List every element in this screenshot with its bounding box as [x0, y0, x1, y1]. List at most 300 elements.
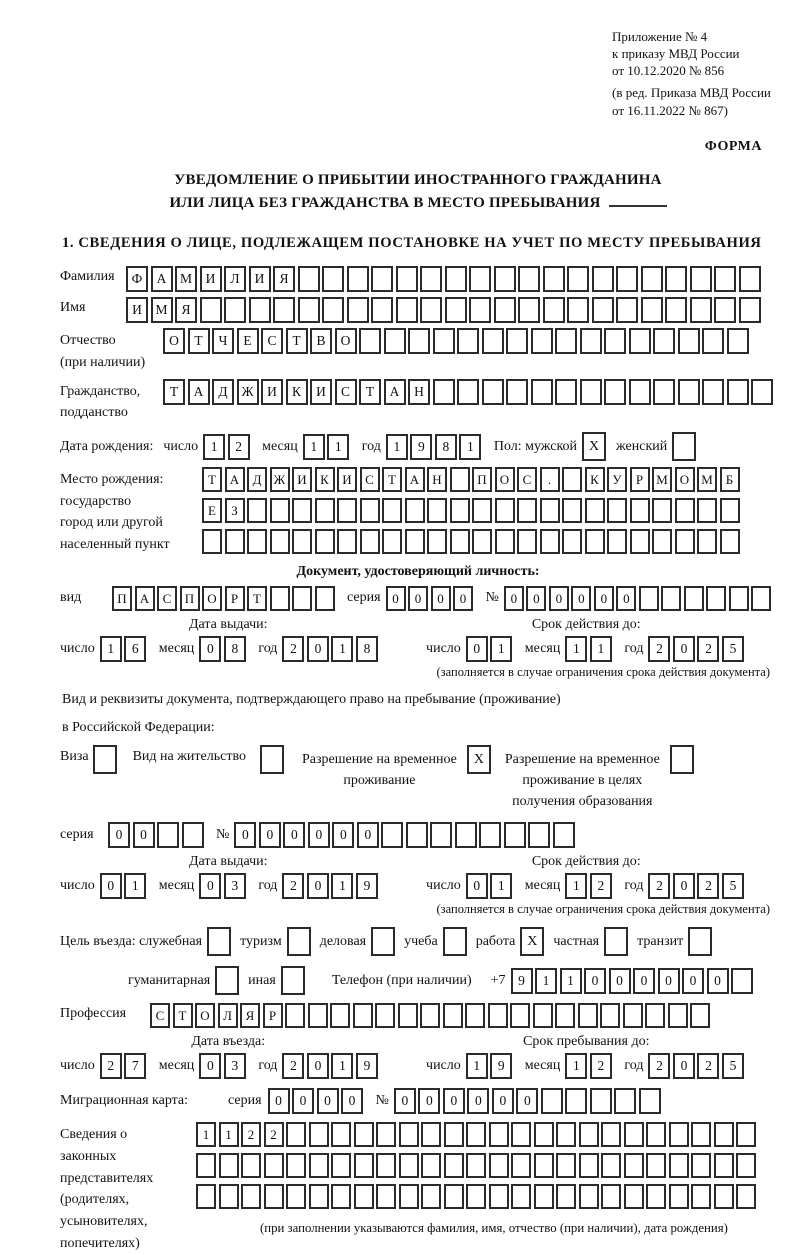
- char-box[interactable]: 0: [467, 1088, 489, 1114]
- char-box[interactable]: [182, 822, 204, 848]
- char-box[interactable]: Т: [247, 586, 267, 611]
- purpose-official-checkbox[interactable]: [207, 927, 231, 956]
- char-box[interactable]: [553, 822, 575, 848]
- char-box[interactable]: 1: [331, 873, 353, 899]
- purpose-other-checkbox[interactable]: [281, 966, 305, 995]
- char-box[interactable]: 9: [490, 1053, 512, 1079]
- char-box[interactable]: [729, 586, 749, 611]
- char-box[interactable]: [376, 1122, 396, 1147]
- char-box[interactable]: [495, 529, 515, 554]
- char-box[interactable]: 0: [307, 636, 329, 662]
- char-box[interactable]: 2: [648, 636, 670, 662]
- char-box[interactable]: 0: [108, 822, 130, 848]
- char-box[interactable]: [624, 1184, 644, 1209]
- char-box[interactable]: [457, 379, 479, 405]
- char-box[interactable]: [556, 1122, 576, 1147]
- char-box[interactable]: 2: [590, 1053, 612, 1079]
- char-box[interactable]: [669, 1184, 689, 1209]
- char-box[interactable]: О: [495, 467, 515, 492]
- char-box[interactable]: [639, 1088, 661, 1114]
- char-box[interactable]: [720, 529, 740, 554]
- char-box[interactable]: 2: [100, 1053, 122, 1079]
- char-box[interactable]: [330, 1003, 350, 1028]
- char-box[interactable]: [702, 379, 724, 405]
- char-box[interactable]: 8: [356, 636, 378, 662]
- char-box[interactable]: С: [150, 1003, 170, 1028]
- char-box[interactable]: [652, 529, 672, 554]
- char-box[interactable]: К: [315, 467, 335, 492]
- purpose-work-checkbox[interactable]: X: [520, 927, 544, 956]
- char-box[interactable]: 0: [453, 586, 473, 611]
- char-box[interactable]: [482, 328, 504, 354]
- char-box[interactable]: [601, 1184, 621, 1209]
- char-box[interactable]: 0: [317, 1088, 339, 1114]
- char-box[interactable]: [630, 498, 650, 523]
- char-box[interactable]: [720, 498, 740, 523]
- char-box[interactable]: [308, 1003, 328, 1028]
- char-box[interactable]: К: [286, 379, 308, 405]
- char-box[interactable]: 1: [565, 1053, 587, 1079]
- char-box[interactable]: [556, 1153, 576, 1178]
- char-box[interactable]: [382, 498, 402, 523]
- char-box[interactable]: [531, 379, 553, 405]
- char-box[interactable]: [578, 1003, 598, 1028]
- char-box[interactable]: И: [292, 467, 312, 492]
- char-box[interactable]: 0: [292, 1088, 314, 1114]
- char-box[interactable]: [630, 529, 650, 554]
- char-box[interactable]: [562, 498, 582, 523]
- char-box[interactable]: [430, 822, 452, 848]
- char-box[interactable]: [517, 498, 537, 523]
- char-box[interactable]: [371, 297, 393, 323]
- purpose-tourism-checkbox[interactable]: [287, 927, 311, 956]
- char-box[interactable]: 9: [356, 1053, 378, 1079]
- char-box[interactable]: [298, 266, 320, 292]
- char-box[interactable]: [592, 266, 614, 292]
- char-box[interactable]: 1: [327, 434, 349, 460]
- char-box[interactable]: [200, 297, 222, 323]
- char-box[interactable]: [624, 1153, 644, 1178]
- char-box[interactable]: Н: [427, 467, 447, 492]
- char-box[interactable]: [616, 297, 638, 323]
- char-box[interactable]: [751, 379, 773, 405]
- char-box[interactable]: [359, 328, 381, 354]
- char-box[interactable]: [506, 328, 528, 354]
- char-box[interactable]: [714, 1184, 734, 1209]
- char-box[interactable]: [337, 498, 357, 523]
- char-box[interactable]: [444, 1184, 464, 1209]
- char-box[interactable]: А: [384, 379, 406, 405]
- char-box[interactable]: [562, 467, 582, 492]
- char-box[interactable]: Т: [173, 1003, 193, 1028]
- char-box[interactable]: 2: [697, 636, 719, 662]
- char-box[interactable]: [562, 529, 582, 554]
- char-box[interactable]: [661, 586, 681, 611]
- char-box[interactable]: [697, 498, 717, 523]
- char-box[interactable]: [518, 266, 540, 292]
- char-box[interactable]: 0: [673, 873, 695, 899]
- char-box[interactable]: 0: [259, 822, 281, 848]
- char-box[interactable]: Ж: [270, 467, 290, 492]
- char-box[interactable]: Б: [720, 467, 740, 492]
- char-box[interactable]: 0: [307, 873, 329, 899]
- char-box[interactable]: У: [607, 467, 627, 492]
- char-box[interactable]: [322, 297, 344, 323]
- char-box[interactable]: [457, 328, 479, 354]
- char-box[interactable]: А: [135, 586, 155, 611]
- char-box[interactable]: [706, 586, 726, 611]
- char-box[interactable]: [540, 529, 560, 554]
- char-box[interactable]: [241, 1184, 261, 1209]
- char-box[interactable]: [196, 1184, 216, 1209]
- char-box[interactable]: Д: [212, 379, 234, 405]
- char-box[interactable]: 2: [590, 873, 612, 899]
- char-box[interactable]: [469, 297, 491, 323]
- char-box[interactable]: [543, 297, 565, 323]
- char-box[interactable]: [421, 1122, 441, 1147]
- char-box[interactable]: 1: [303, 434, 325, 460]
- char-box[interactable]: [405, 498, 425, 523]
- char-box[interactable]: 0: [234, 822, 256, 848]
- char-box[interactable]: [511, 1184, 531, 1209]
- char-box[interactable]: [469, 266, 491, 292]
- char-box[interactable]: С: [517, 467, 537, 492]
- char-box[interactable]: [534, 1184, 554, 1209]
- char-box[interactable]: 0: [100, 873, 122, 899]
- char-box[interactable]: Т: [163, 379, 185, 405]
- char-box[interactable]: [309, 1122, 329, 1147]
- char-box[interactable]: [540, 498, 560, 523]
- char-box[interactable]: [247, 498, 267, 523]
- char-box[interactable]: А: [405, 467, 425, 492]
- char-box[interactable]: 0: [584, 968, 606, 994]
- char-box[interactable]: 0: [707, 968, 729, 994]
- char-box[interactable]: 0: [571, 586, 591, 611]
- char-box[interactable]: [309, 1153, 329, 1178]
- char-box[interactable]: [565, 1088, 587, 1114]
- char-box[interactable]: 1: [124, 873, 146, 899]
- char-box[interactable]: 0: [332, 822, 354, 848]
- char-box[interactable]: О: [335, 328, 357, 354]
- char-box[interactable]: [646, 1153, 666, 1178]
- char-box[interactable]: А: [188, 379, 210, 405]
- char-box[interactable]: 9: [410, 434, 432, 460]
- char-box[interactable]: [585, 529, 605, 554]
- char-box[interactable]: Л: [218, 1003, 238, 1028]
- char-box[interactable]: Ч: [212, 328, 234, 354]
- char-box[interactable]: 2: [282, 1053, 304, 1079]
- char-box[interactable]: [285, 1003, 305, 1028]
- char-box[interactable]: М: [151, 297, 173, 323]
- char-box[interactable]: А: [151, 266, 173, 292]
- char-box[interactable]: [376, 1184, 396, 1209]
- char-box[interactable]: И: [126, 297, 148, 323]
- char-box[interactable]: [443, 1003, 463, 1028]
- char-box[interactable]: Ф: [126, 266, 148, 292]
- char-box[interactable]: [665, 266, 687, 292]
- char-box[interactable]: 1: [490, 636, 512, 662]
- char-box[interactable]: [641, 266, 663, 292]
- char-box[interactable]: [556, 1184, 576, 1209]
- char-box[interactable]: [690, 1003, 710, 1028]
- char-box[interactable]: [714, 1153, 734, 1178]
- sex-male-checkbox[interactable]: X: [582, 432, 606, 461]
- char-box[interactable]: О: [675, 467, 695, 492]
- char-box[interactable]: 1: [560, 968, 582, 994]
- char-box[interactable]: [466, 1153, 486, 1178]
- char-box[interactable]: [645, 1003, 665, 1028]
- char-box[interactable]: [678, 328, 700, 354]
- char-box[interactable]: [433, 379, 455, 405]
- char-box[interactable]: [315, 586, 335, 611]
- char-box[interactable]: 0: [466, 873, 488, 899]
- char-box[interactable]: [534, 1153, 554, 1178]
- char-box[interactable]: [298, 297, 320, 323]
- char-box[interactable]: [444, 1153, 464, 1178]
- char-box[interactable]: [531, 328, 553, 354]
- char-box[interactable]: С: [157, 586, 177, 611]
- char-box[interactable]: [534, 1122, 554, 1147]
- char-box[interactable]: [690, 266, 712, 292]
- char-box[interactable]: [653, 379, 675, 405]
- char-box[interactable]: Т: [202, 467, 222, 492]
- char-box[interactable]: 3: [224, 873, 246, 899]
- char-box[interactable]: [506, 379, 528, 405]
- char-box[interactable]: [555, 379, 577, 405]
- char-box[interactable]: [360, 529, 380, 554]
- char-box[interactable]: В: [310, 328, 332, 354]
- char-box[interactable]: Я: [175, 297, 197, 323]
- char-box[interactable]: [727, 328, 749, 354]
- char-box[interactable]: [567, 266, 589, 292]
- char-box[interactable]: 2: [648, 1053, 670, 1079]
- char-box[interactable]: 0: [504, 586, 524, 611]
- char-box[interactable]: [489, 1122, 509, 1147]
- char-box[interactable]: 2: [241, 1122, 261, 1147]
- char-box[interactable]: [641, 297, 663, 323]
- char-box[interactable]: [396, 297, 418, 323]
- char-box[interactable]: [607, 529, 627, 554]
- char-box[interactable]: [270, 586, 290, 611]
- char-box[interactable]: Т: [286, 328, 308, 354]
- char-box[interactable]: [398, 1003, 418, 1028]
- char-box[interactable]: [225, 529, 245, 554]
- sex-female-checkbox[interactable]: [672, 432, 696, 461]
- char-box[interactable]: [691, 1122, 711, 1147]
- char-box[interactable]: 7: [124, 1053, 146, 1079]
- char-box[interactable]: Е: [202, 498, 222, 523]
- char-box[interactable]: 1: [203, 434, 225, 460]
- char-box[interactable]: [616, 266, 638, 292]
- char-box[interactable]: 0: [307, 1053, 329, 1079]
- char-box[interactable]: [450, 498, 470, 523]
- char-box[interactable]: 0: [682, 968, 704, 994]
- char-box[interactable]: [396, 266, 418, 292]
- char-box[interactable]: [292, 586, 312, 611]
- char-box[interactable]: 0: [386, 586, 406, 611]
- char-box[interactable]: 9: [356, 873, 378, 899]
- char-box[interactable]: [315, 498, 335, 523]
- char-box[interactable]: [408, 328, 430, 354]
- char-box[interactable]: [399, 1153, 419, 1178]
- char-box[interactable]: [736, 1184, 756, 1209]
- char-box[interactable]: [433, 328, 455, 354]
- char-box[interactable]: [360, 498, 380, 523]
- char-box[interactable]: [579, 1153, 599, 1178]
- char-box[interactable]: С: [335, 379, 357, 405]
- char-box[interactable]: [421, 1153, 441, 1178]
- char-box[interactable]: [604, 379, 626, 405]
- char-box[interactable]: [354, 1122, 374, 1147]
- char-box[interactable]: 1: [386, 434, 408, 460]
- char-box[interactable]: [592, 297, 614, 323]
- char-box[interactable]: 0: [466, 636, 488, 662]
- char-box[interactable]: [354, 1153, 374, 1178]
- char-box[interactable]: 1: [490, 873, 512, 899]
- char-box[interactable]: [668, 1003, 688, 1028]
- char-box[interactable]: [219, 1153, 239, 1178]
- char-box[interactable]: Ж: [237, 379, 259, 405]
- char-box[interactable]: [511, 1122, 531, 1147]
- char-box[interactable]: .: [540, 467, 560, 492]
- char-box[interactable]: 2: [228, 434, 250, 460]
- char-box[interactable]: [247, 529, 267, 554]
- char-box[interactable]: [445, 266, 467, 292]
- char-box[interactable]: [702, 328, 724, 354]
- char-box[interactable]: О: [195, 1003, 215, 1028]
- purpose-humanitarian-checkbox[interactable]: [215, 966, 239, 995]
- char-box[interactable]: 0: [616, 586, 636, 611]
- char-box[interactable]: 0: [418, 1088, 440, 1114]
- char-box[interactable]: [691, 1153, 711, 1178]
- char-box[interactable]: [623, 1003, 643, 1028]
- char-box[interactable]: 0: [609, 968, 631, 994]
- char-box[interactable]: И: [249, 266, 271, 292]
- char-box[interactable]: Я: [273, 266, 295, 292]
- char-box[interactable]: 0: [526, 586, 546, 611]
- char-box[interactable]: [315, 529, 335, 554]
- char-box[interactable]: [489, 1184, 509, 1209]
- char-box[interactable]: [420, 266, 442, 292]
- char-box[interactable]: [684, 586, 704, 611]
- char-box[interactable]: [270, 529, 290, 554]
- char-box[interactable]: [739, 266, 761, 292]
- purpose-private-checkbox[interactable]: [604, 927, 628, 956]
- char-box[interactable]: [669, 1153, 689, 1178]
- char-box[interactable]: А: [225, 467, 245, 492]
- char-box[interactable]: 8: [435, 434, 457, 460]
- char-box[interactable]: 2: [697, 1053, 719, 1079]
- char-box[interactable]: 1: [219, 1122, 239, 1147]
- char-box[interactable]: Р: [225, 586, 245, 611]
- char-box[interactable]: [273, 297, 295, 323]
- char-box[interactable]: [739, 297, 761, 323]
- char-box[interactable]: 0: [199, 873, 221, 899]
- char-box[interactable]: [494, 297, 516, 323]
- char-box[interactable]: [714, 1122, 734, 1147]
- char-box[interactable]: [381, 822, 403, 848]
- char-box[interactable]: [580, 379, 602, 405]
- char-box[interactable]: И: [200, 266, 222, 292]
- char-box[interactable]: [421, 1184, 441, 1209]
- char-box[interactable]: 1: [590, 636, 612, 662]
- char-box[interactable]: 5: [722, 1053, 744, 1079]
- char-box[interactable]: 1: [565, 636, 587, 662]
- char-box[interactable]: О: [202, 586, 222, 611]
- char-box[interactable]: [579, 1122, 599, 1147]
- char-box[interactable]: 2: [648, 873, 670, 899]
- char-box[interactable]: [555, 1003, 575, 1028]
- char-box[interactable]: [264, 1184, 284, 1209]
- char-box[interactable]: [541, 1088, 563, 1114]
- char-box[interactable]: К: [585, 467, 605, 492]
- char-box[interactable]: 9: [511, 968, 533, 994]
- char-box[interactable]: [675, 529, 695, 554]
- char-box[interactable]: [600, 1003, 620, 1028]
- char-box[interactable]: О: [163, 328, 185, 354]
- char-box[interactable]: [601, 1153, 621, 1178]
- char-box[interactable]: [406, 822, 428, 848]
- char-box[interactable]: [241, 1153, 261, 1178]
- char-box[interactable]: Т: [359, 379, 381, 405]
- char-box[interactable]: 1: [100, 636, 122, 662]
- char-box[interactable]: [427, 529, 447, 554]
- char-box[interactable]: [270, 498, 290, 523]
- char-box[interactable]: [337, 529, 357, 554]
- char-box[interactable]: З: [225, 498, 245, 523]
- char-box[interactable]: 0: [199, 636, 221, 662]
- char-box[interactable]: [727, 379, 749, 405]
- rvp-checkbox[interactable]: X: [467, 745, 491, 774]
- char-box[interactable]: Р: [263, 1003, 283, 1028]
- char-box[interactable]: [504, 822, 526, 848]
- char-box[interactable]: [465, 1003, 485, 1028]
- char-box[interactable]: [751, 586, 771, 611]
- char-box[interactable]: [528, 822, 550, 848]
- char-box[interactable]: 0: [308, 822, 330, 848]
- char-box[interactable]: 0: [443, 1088, 465, 1114]
- char-box[interactable]: М: [652, 467, 672, 492]
- char-box[interactable]: 5: [722, 873, 744, 899]
- char-box[interactable]: Р: [630, 467, 650, 492]
- char-box[interactable]: 0: [408, 586, 428, 611]
- char-box[interactable]: 1: [565, 873, 587, 899]
- char-box[interactable]: [736, 1122, 756, 1147]
- purpose-study-checkbox[interactable]: [443, 927, 467, 956]
- char-box[interactable]: И: [261, 379, 283, 405]
- purpose-transit-checkbox[interactable]: [688, 927, 712, 956]
- char-box[interactable]: [714, 266, 736, 292]
- purpose-business-checkbox[interactable]: [371, 927, 395, 956]
- char-box[interactable]: [714, 297, 736, 323]
- char-box[interactable]: 0: [199, 1053, 221, 1079]
- char-box[interactable]: [697, 529, 717, 554]
- char-box[interactable]: [286, 1184, 306, 1209]
- char-box[interactable]: [604, 328, 626, 354]
- char-box[interactable]: [382, 529, 402, 554]
- char-box[interactable]: 0: [658, 968, 680, 994]
- char-box[interactable]: [331, 1122, 351, 1147]
- char-box[interactable]: [629, 379, 651, 405]
- char-box[interactable]: [624, 1122, 644, 1147]
- char-box[interactable]: И: [310, 379, 332, 405]
- char-box[interactable]: [472, 498, 492, 523]
- char-box[interactable]: [579, 1184, 599, 1209]
- char-box[interactable]: 2: [697, 873, 719, 899]
- char-box[interactable]: И: [337, 467, 357, 492]
- char-box[interactable]: 6: [124, 636, 146, 662]
- char-box[interactable]: 1: [196, 1122, 216, 1147]
